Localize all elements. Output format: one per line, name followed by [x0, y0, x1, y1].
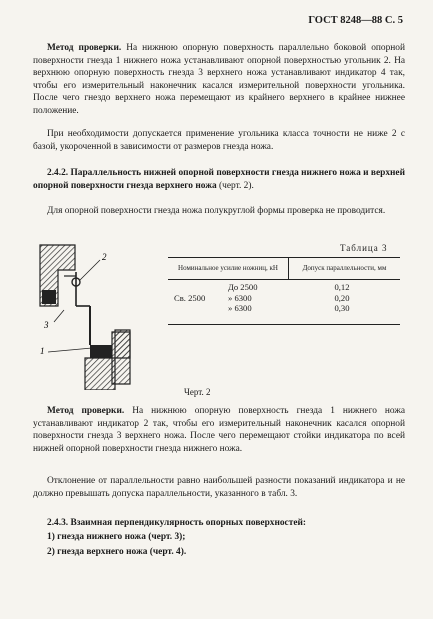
- section-ref: (черт. 2).: [216, 180, 254, 191]
- row-force: До 2500: [228, 282, 258, 292]
- figure-label-1: 1: [40, 346, 45, 356]
- table-title: Таблица 3: [340, 243, 388, 253]
- list-item: 2) гнезда верхнего ножа (черт. 4).: [47, 547, 187, 557]
- row-tolerance: 0,30: [334, 303, 350, 313]
- column-header-force: Номинальное усилие ножниц, кН: [178, 264, 278, 272]
- lower-knife-block: [90, 345, 112, 358]
- row-tolerance: 0,20: [334, 292, 350, 303]
- column-header-tolerance: Допуск параллельности, мм: [288, 258, 400, 279]
- table-row: [168, 282, 400, 293]
- row-tolerance: 0,12: [334, 282, 350, 292]
- row-force: » 6300: [228, 292, 252, 303]
- tolerance-table: [168, 257, 400, 325]
- paragraph-note: При необходимости допускается применение угольника класса точности не ниже 2 с базой, укороченной в зависимости от размеров гнезда ножа.: [33, 129, 405, 152]
- row-prefix: Св. 2500: [174, 292, 206, 303]
- table-row: [168, 293, 400, 304]
- method-text: На нижнюю опорную поверхность параллельно боковой опорной поверхности гнезда 1 нижнего ножа устанавливают опорной поверхностью угольник 2. На верхнюю опорную поверхность гнезда 3 верхнего ножа устанавливают индикатор 4 так, чтобы его измерительный наконечник касался измерительной поверхности угольника. После чего гнездо верхнего ножа перемещают из крайнего верхнего в крайнее нижнее положение.: [33, 43, 406, 116]
- list-item: 1) гнезда нижнего ножа (черт. 3);: [47, 532, 186, 542]
- figure-caption: Черт. 2: [184, 387, 211, 397]
- table-row: [168, 303, 400, 314]
- upper-knife-block: [42, 290, 56, 304]
- page-header: ГОСТ 8248—88 С. 5: [308, 15, 403, 26]
- section-2-4-3: 2.4.3. Взаимная перпендикулярность опорных поверхностей:: [47, 518, 307, 528]
- paragraph-exception: Для опорной поверхности гнезда ножа полукруглой формы проверка не проводится.: [47, 206, 386, 216]
- figure-label-3: 3: [44, 320, 49, 330]
- figure-label-2: 2: [102, 252, 107, 262]
- row-force: » 6300: [228, 303, 252, 313]
- section-2-4-2: [33, 167, 405, 192]
- paragraph-method-2: [33, 405, 405, 455]
- table-header-row: [168, 258, 400, 280]
- method-text: На нижнюю опорную поверхность гнезда 1 нижнего ножа устанавливают индикатор 2 так, чтобы его измерительный наконечник касался опорной поверхности гнезда 3 верхнего ножа. После чего перемещают стойки индикатора по всей нижней опорной поверхности гнезда нижнего ножа.: [33, 406, 406, 454]
- method-title: Метод проверки.: [47, 406, 125, 416]
- figure-drawing: [30, 240, 160, 390]
- method-title: Метод проверки.: [47, 43, 122, 53]
- paragraph-deviation: Отклонение от параллельности равно наибольшей разности показаний индикатора и не должно превышать допуска параллельности, указанного в табл. 3.: [33, 476, 405, 499]
- paragraph-method-1: [33, 42, 405, 118]
- section-title: 2.4.2. Параллельность нижней опорной поверхности гнезда нижнего ножа и верхней опорной поверхности гнезда верхнего ножа: [33, 168, 405, 191]
